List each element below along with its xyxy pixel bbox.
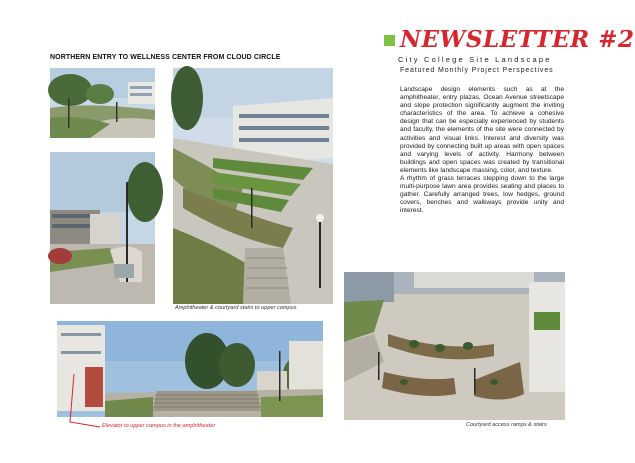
newsletter-title: NEWSLETTER #2 — [400, 26, 635, 53]
caption-courtyard: Courtyard access ramps & stairs — [466, 422, 547, 428]
body-paragraph-2: A rhythm of grass terraces stepping down to the large multi-purpose lawn area provides seating and places to gather. Carefully arranged trees, low hedges, ground covers, benches and walkways provide unity and interest. — [400, 175, 564, 215]
caption-amphitheater: Amphitheater & courtyard stairs to upper campus — [175, 305, 297, 311]
photo-northern-entry — [50, 68, 155, 138]
newsletter-subtitle: City College Site Landscape — [398, 55, 552, 64]
photo-amphitheater — [173, 68, 333, 304]
caption-elevator: Elevator to upper campus in the amphitheater — [102, 423, 216, 429]
photo-courtyard — [344, 272, 565, 420]
body-paragraph-1: Landscape design elements such as at the amphitheater, entry plazas, Ocean Avenue streetscape and slope protection significantly augment the inviting characteristics of the area. To achieve a cohesive design that can be especially experienced by students and faculty, the elements of the site were connected by activities and visual links. Interest and diversity was provided by connecting built up areas with open spaces and varying levels of activity. Harmony between buildings and open spaces was created by transitional elements like landscape massing, color, and texture. — [400, 86, 564, 174]
page-heading: NORTHERN ENTRY TO WELLNESS CENTER FROM CLOUD CIRCLE — [50, 54, 281, 61]
photo-walkway — [50, 152, 155, 304]
body-text — [400, 86, 564, 216]
green-square-icon — [384, 35, 395, 46]
newsletter-subtitle-2: Featured Monthly Project Perspectives — [400, 67, 554, 74]
caption-arrow-icon — [60, 372, 106, 430]
